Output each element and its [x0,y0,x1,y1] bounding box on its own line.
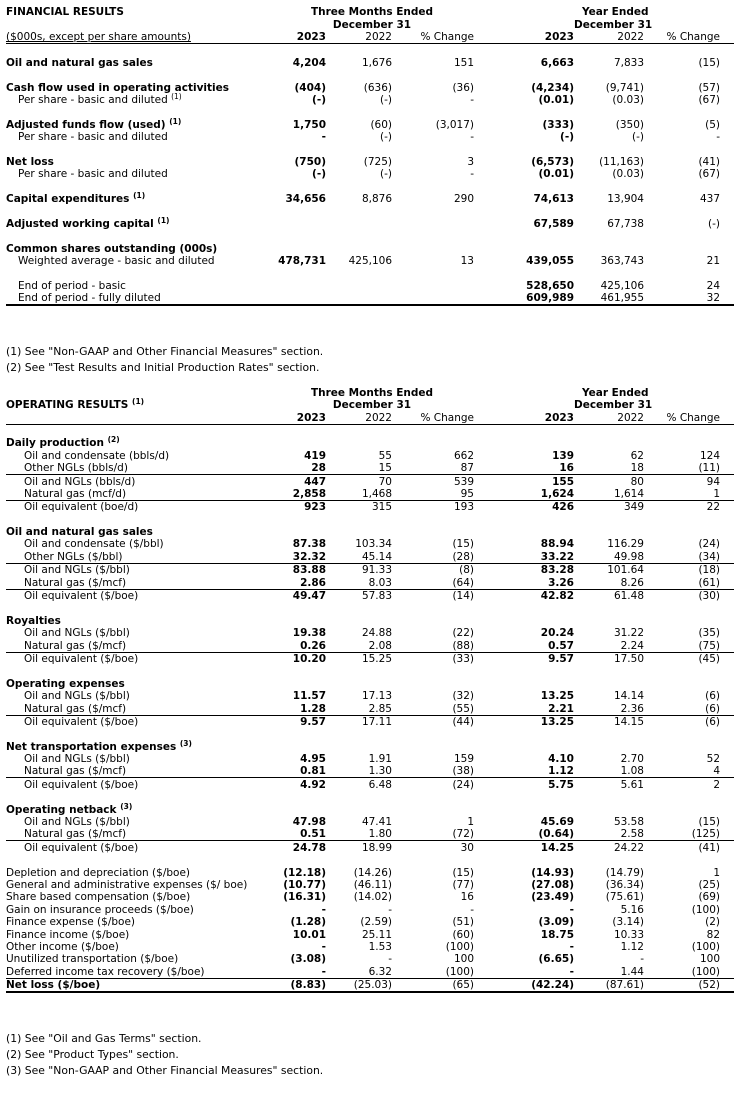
table-row: Natural gas ($/mcf) 0.26 2.08 (88) 0.57 2.24 (75) [6,639,734,652]
operating-results-table [6,386,734,993]
footnote: (2) See "Test Results and Initial Production Rates" section. [6,361,320,375]
table-row: Oil equivalent ($/boe) 9.57 17.11 (44) 13.25 14.15 (6) [24,715,721,728]
table-row: Weighted average - basic and diluted 478,731 425,106 13 439,055 363,743 21 [18,255,721,268]
table-row: Other income ($/boe) - 1.53 (100) - 1.12 (100) [6,940,721,953]
table-row: Finance expense ($/boe) (1.28) (2.59) (51) (3.09) (3.14) (2) [6,916,721,929]
footnote: (1) See "Oil and Gas Terms" section. [6,1032,202,1046]
table-row: Natural gas ($/mcf) 2.86 8.03 (64) 3.26 8.26 (61) [6,576,734,589]
footnote-ref: (1) [171,92,182,102]
table-row: Oil and condensate (bbls/d) 419 55 662 139 62 124 [24,449,721,462]
table-header-row [6,6,734,18]
col-header-q2023: 2023 [256,31,326,44]
col-header-y2022: 2022 [574,31,654,44]
financial-footnotes [6,344,734,376]
section-heading-row [6,677,734,689]
section-heading-row [6,614,734,626]
financial-results-table [6,6,734,306]
section-heading: Daily production [6,437,104,450]
col-header-y2023: 2023 [488,31,574,44]
column-header-row [6,411,734,424]
table-row: Gain on insurance proceeds ($/boe) - - - - 5.16 (100) [6,903,721,916]
table-row: Cash flow used in operating activities (404) (636) (36) (4,234) (9,741) (57) [6,81,721,94]
table-row: Oil equivalent ($/boe) 24.78 18.99 30 14.25 24.22 (41) [24,841,721,854]
table-row: Oil and NGLs ($/bbl) 19.38 24.88 (22) 20.24 31.22 (35) [24,627,721,640]
footnote: (1) See "Non-GAAP and Other Financial Measures" section. [6,345,324,359]
section-heading-row [6,740,734,752]
table-row: Unutilized transportation ($/boe) (3.08) - 100 (6.65) - 100 [6,953,721,966]
section-heading: Royalties [6,614,61,627]
table-row: Natural gas (mcf/d) 2,858 1,468 95 1,624 1,614 1 [6,488,734,501]
footnote-ref: (1) [132,397,145,407]
column-header-row [6,31,734,44]
period-three-months-label: Three Months Ended [310,386,434,399]
col-header-q2022: 2022 [326,31,406,44]
col-header-q-change: % Change [406,31,488,44]
table-row: Other NGLs ($/bbl) 32.32 45.14 (28) 33.22 49.98 (34) [6,550,734,563]
col-header-q-change: % Change [406,411,488,424]
footnote-ref: (3) [120,801,133,811]
period-year-date: December 31 [574,18,653,31]
table-row: Adjusted working capital $^{(1)}$ 67,589 67,738 (-) [6,216,721,231]
table-row: General and administrative expenses ($/ boe) (10.77) (46.11) (77) (27.08) (36.34) (25) [6,878,721,891]
table-header-row [6,18,734,30]
footnote-ref: (1) [133,191,146,201]
footnote-ref: (1) [169,116,182,126]
section-heading-row [6,526,734,538]
table-row: End of period - fully diluted 609,989 461,955 32 [6,292,734,305]
table-row: Oil and NGLs (bbls/d) 447 70 539 155 80 94 [24,475,721,488]
footnote-ref: (1) [157,216,170,226]
section-heading: Net transportation expenses [6,740,177,753]
table-row: Deferred income tax recovery ($/boe) - 6.32 (100) - 1.44 (100) [6,965,734,978]
period-year-label: Year Ended [582,6,649,19]
operating-footnotes [6,1031,734,1079]
table-row: Oil and NGLs ($/bbl) 47.98 47.41 1 45.69 53.58 (15) [24,816,721,829]
table-row: Oil and condensate ($/bbl) 87.38 103.34 (15) 88.94 116.29 (24) [24,538,721,551]
table-row: Oil and NGLs ($/bbl) 83.88 91.33 (8) 83.28 101.64 (18) [24,564,721,577]
section-title: OPERATING RESULTS [6,399,129,412]
table-row: Other NGLs (bbls/d) 28 15 87 16 18 (11) [6,462,734,475]
table-header-row [6,386,734,398]
table-row: Oil and NGLs ($/bbl) 11.57 17.13 (32) 13.25 14.14 (6) [24,690,721,703]
table-row: Finance income ($/boe) 10.01 25.11 (60) 18.75 10.33 82 [6,928,721,941]
section-heading: Operating expenses [6,677,125,690]
period-year-date: December 31 [574,399,653,412]
table-row: Share based compensation ($/boe) (16.31) (14.02) 16 (23.49) (75.61) (69) [6,891,721,904]
table-row: Natural gas ($/mcf) 0.81 1.30 (38) 1.12 1.08 4 [6,765,734,778]
table-row: Net loss (750) (725) 3 (6,573) (11,163) (41) [6,156,721,169]
col-header-q2022: 2022 [326,411,406,424]
table-row: Natural gas ($/mcf) 0.51 1.80 (72) (0.64) 2.58 (125) [6,828,734,841]
footnote-ref: (2) [107,435,120,445]
table-row: End of period - basic 528,650 425,106 24 [18,279,721,292]
table-row: Oil and NGLs ($/bbl) 4.95 1.91 159 4.10 2.70 52 [24,753,721,766]
col-header-y-change: % Change [654,411,734,424]
footnote: (2) See "Product Types" section. [6,1048,179,1062]
period-three-months-date: December 31 [332,399,412,412]
table-row: Net loss ($/boe) (8.83) (25.03) (65) (42.24) (87.61) (52) [6,978,734,992]
col-header-y-change: % Change [654,31,734,44]
table-row: Oil equivalent (boe/d) 923 315 193 426 349 22 [24,501,721,514]
table-row: Oil equivalent ($/boe) 49.47 57.83 (14) 42.82 61.48 (30) [24,590,721,603]
table-row: Per share - basic and diluted $^{(1)}$ (-) (-) - (0.01) (0.03) (67) [18,92,721,107]
table-row: Capital expenditures $^{(1)}$ 34,656 8,876 290 74,613 13,904 437 [6,191,721,206]
table-row: Adjusted funds flow (used) $^{(1)}$ 1,750 (60) (3,017) (333) (350) (5) [6,116,721,131]
table-row: Oil equivalent ($/boe) 4.92 6.48 (24) 5.75 5.61 2 [24,778,721,791]
col-header-y2023: 2023 [488,411,574,424]
section-heading-row [6,803,734,815]
table-row: Oil and natural gas sales 4,204 1,676 151 6,663 7,833 (15) [6,56,721,69]
table-header-row [6,399,734,411]
table-row: Per share - basic and diluted - (-) - (-) (-) - [18,131,721,144]
footnote: (3) See "Non-GAAP and Other Financial Measures" section. [6,1064,324,1078]
section-heading: Oil and natural gas sales [6,526,153,539]
table-row: Natural gas ($/mcf) 1.28 2.85 (55) 2.21 2.36 (6) [6,702,734,715]
period-three-months-label: Three Months Ended [310,6,434,19]
section-heading: Operating netback [6,803,117,816]
period-year-label: Year Ended [582,386,649,399]
footnote-ref: (3) [179,738,192,748]
col-header-q2023: 2023 [256,411,326,424]
period-three-months-date: December 31 [332,18,412,31]
table-row: Common shares outstanding (000s) [6,242,218,255]
section-heading-row [6,437,734,449]
section-title: FINANCIAL RESULTS [6,6,124,19]
col-header-y2022: 2022 [574,411,654,424]
table-row: Depletion and depreciation ($/boe) (12.18) (14.26) (15) (14.93) (14.79) 1 [6,866,721,879]
table-row: Oil equivalent ($/boe) 10.20 15.25 (33) 9.57 17.50 (45) [24,652,721,665]
table-row: Per share - basic and diluted (-) (-) - (0.01) (0.03) (67) [18,168,721,181]
units-label: ($000s, except per share amounts) [6,31,256,44]
